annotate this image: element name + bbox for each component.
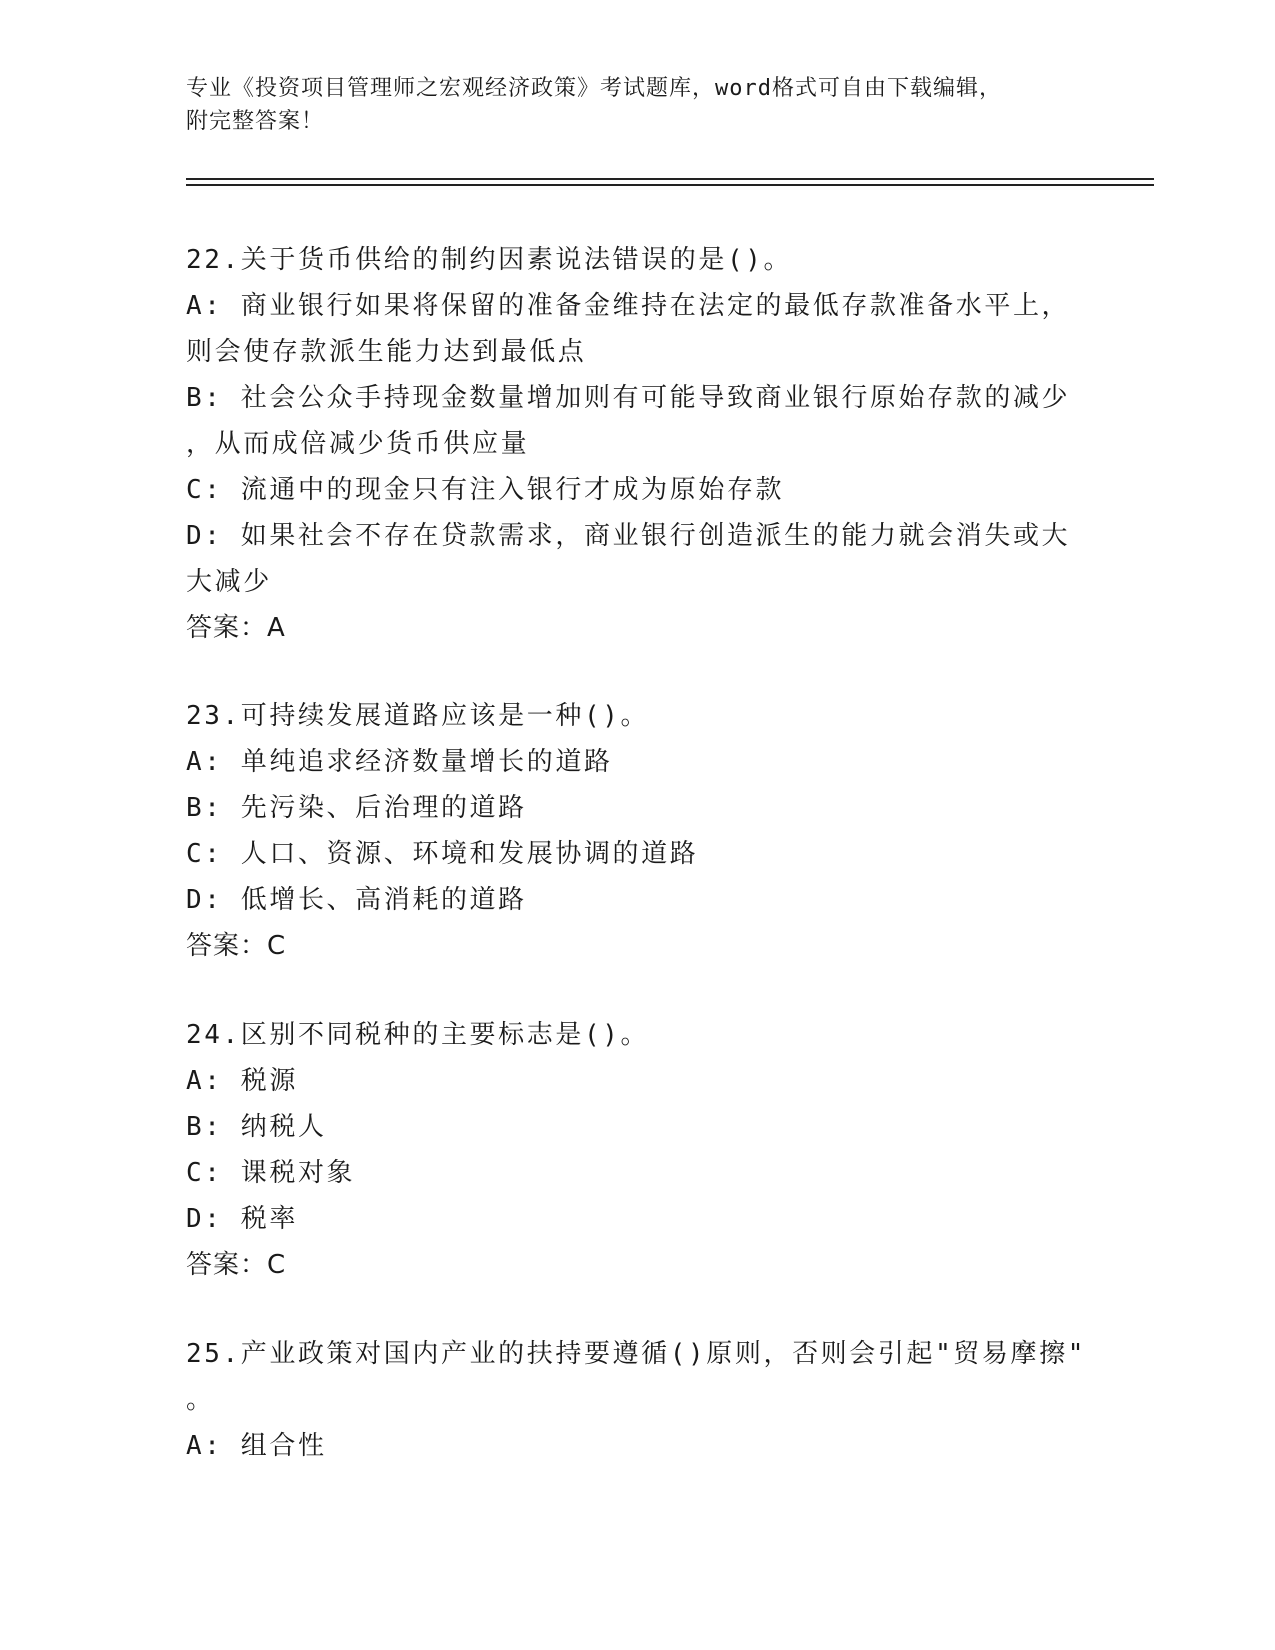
document-header xyxy=(186,72,1086,138)
option-c: C: 课税对象 xyxy=(186,1158,356,1188)
answer-line: 答案：C xyxy=(186,931,287,961)
header-divider-top xyxy=(186,178,1154,180)
header-divider-bottom xyxy=(186,184,1154,186)
option-b: B: 先污染、后治理的道路 xyxy=(186,793,527,823)
question-24 xyxy=(186,1012,1086,1288)
option-d: D: 如果社会不存在贷款需求，商业银行创造派生的能力就会消失或大 xyxy=(186,521,1071,551)
option-a-continued: 则会使存款派生能力达到最低点 xyxy=(186,337,587,367)
answer-line: 答案：A xyxy=(186,613,286,643)
question-23 xyxy=(186,693,1086,969)
question-stem-continued: 。 xyxy=(186,1385,215,1415)
question-25 xyxy=(186,1331,1086,1469)
option-c: C: 人口、资源、环境和发展协调的道路 xyxy=(186,839,699,869)
option-a: A: 商业银行如果将保留的准备金维持在法定的最低存款准备水平上， xyxy=(186,291,1071,321)
answer-line: 答案：C xyxy=(186,1250,287,1280)
option-b: B: 社会公众手持现金数量增加则有可能导致商业银行原始存款的减少 xyxy=(186,383,1071,413)
header-line-1: 专业《投资项目管理师之宏观经济政策》考试题库，word格式可自由下载编辑， xyxy=(186,76,1002,101)
question-stem: 23.可持续发展道路应该是一种()。 xyxy=(186,701,650,731)
header-line-2: 附完整答案！ xyxy=(186,109,325,134)
question-stem: 25.产业政策对国内产业的扶持要遵循()原则，否则会引起"贸易摩擦" xyxy=(186,1339,1086,1369)
option-a: A: 单纯追求经济数量增长的道路 xyxy=(186,747,613,777)
question-stem: 24.区别不同税种的主要标志是()。 xyxy=(186,1020,650,1050)
option-c: C: 流通中的现金只有注入银行才成为原始存款 xyxy=(186,475,785,505)
question-stem: 22.关于货币供给的制约因素说法错误的是()。 xyxy=(186,245,793,275)
option-a: A: 组合性 xyxy=(186,1431,327,1461)
question-22 xyxy=(186,237,1086,651)
option-d-continued: 大减少 xyxy=(186,567,272,597)
option-d: D: 低增长、高消耗的道路 xyxy=(186,885,527,915)
option-a: A: 税源 xyxy=(186,1066,298,1096)
option-b-continued: ，从而成倍减少货币供应量 xyxy=(186,429,530,459)
option-d: D: 税率 xyxy=(186,1204,298,1234)
option-b: B: 纳税人 xyxy=(186,1112,327,1142)
